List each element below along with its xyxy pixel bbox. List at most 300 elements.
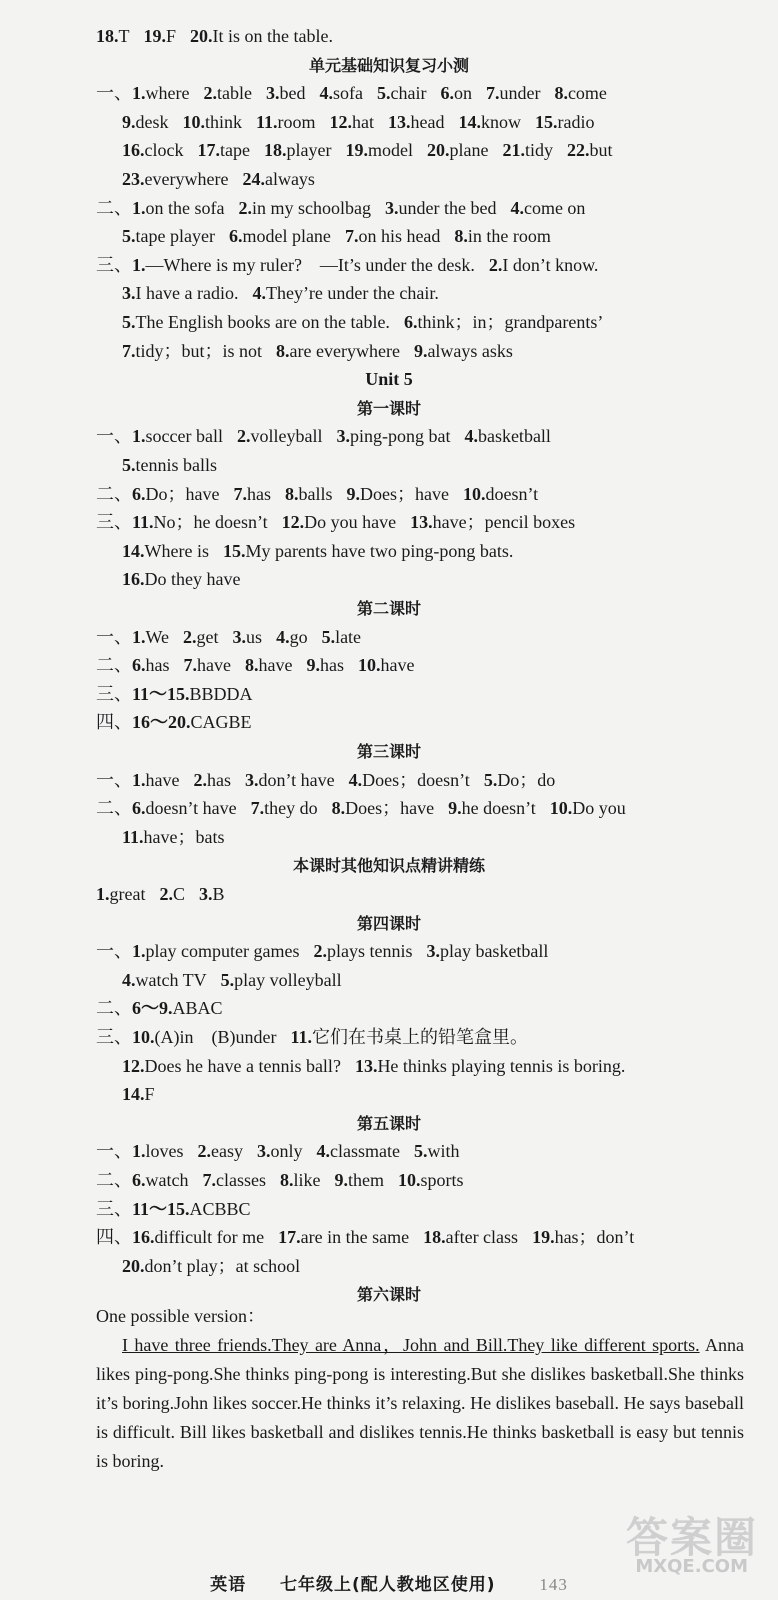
question-number: 6～9. xyxy=(132,998,173,1018)
answer-text: plays tennis xyxy=(326,941,413,961)
question-number: 2. xyxy=(193,770,207,790)
answer-line xyxy=(96,1166,754,1195)
answer-text: Does he have a tennis ball? xyxy=(144,1056,341,1076)
answer-text: has；don’t xyxy=(554,1227,635,1247)
question-number: 7. xyxy=(122,341,136,361)
section-number: 一、 xyxy=(96,941,132,961)
essay-underlined-sentence: I have three friends.They are Anna，John and Bill.They like different sports. xyxy=(122,1335,700,1355)
answer-line xyxy=(96,994,754,1023)
answer-line xyxy=(96,937,754,966)
answer-text: under the bed xyxy=(398,198,497,218)
question-number: 21. xyxy=(502,140,525,160)
answer-text: has xyxy=(145,655,170,675)
question-number: 12. xyxy=(281,512,305,532)
question-number: 9. xyxy=(413,341,428,361)
answer-text: F xyxy=(144,1084,155,1104)
answer-text: ABAC xyxy=(172,998,223,1018)
page-footer xyxy=(0,1570,778,1595)
question-number: 12. xyxy=(122,1056,145,1076)
answer-text: balls xyxy=(298,484,333,504)
footer-page-number: 143 xyxy=(539,1575,568,1594)
answer-text: volleyball xyxy=(250,426,323,446)
section-number: 三、 xyxy=(96,684,132,704)
question-number: 1. xyxy=(132,1141,146,1161)
answer-line xyxy=(122,279,754,308)
question-number: 24. xyxy=(242,169,265,189)
answer-text: model plane xyxy=(242,226,331,246)
question-number: 7. xyxy=(233,484,247,504)
question-number: 6. xyxy=(132,1170,146,1190)
answer-text: We xyxy=(145,627,170,647)
question-number: 2. xyxy=(236,426,251,446)
answer-text: radio xyxy=(557,112,595,132)
question-number: 4. xyxy=(316,1141,330,1161)
answer-line xyxy=(96,508,754,537)
answer-text: in my schoolbag xyxy=(251,198,371,218)
question-number: 16. xyxy=(132,1227,155,1247)
answer-text: basketball xyxy=(477,426,551,446)
answer-line xyxy=(122,308,754,337)
section-heading: 第二课时 xyxy=(356,599,421,618)
answer-text: ACBBC xyxy=(189,1199,251,1219)
answer-text: everywhere xyxy=(144,169,229,189)
question-number: 7. xyxy=(250,798,265,818)
answer-text: classmate xyxy=(330,1141,400,1161)
question-number: 3. xyxy=(122,283,136,303)
answer-text: only xyxy=(270,1141,303,1161)
answer-text: on xyxy=(453,83,472,103)
answer-line xyxy=(96,623,754,652)
answer-text: soccer ball xyxy=(145,426,223,446)
question-number: 16. xyxy=(122,140,145,160)
answer-line xyxy=(96,766,754,795)
answer-text: on his head xyxy=(358,226,441,246)
question-number: 10. xyxy=(549,798,573,818)
question-number: 13. xyxy=(388,112,411,132)
answer-text: are in the same xyxy=(300,1227,410,1247)
answer-text: late xyxy=(335,627,362,647)
answer-text: easy xyxy=(211,1141,243,1161)
answer-text: tidy；but；is not xyxy=(135,341,263,361)
question-number: 18. xyxy=(96,26,119,46)
answer-text: on the sofa xyxy=(145,198,225,218)
answer-text: don’t play；at school xyxy=(144,1256,301,1276)
answer-line xyxy=(96,708,754,737)
question-number: 1. xyxy=(132,627,146,647)
question-number: 8. xyxy=(554,83,568,103)
answer-text: think；in；grandparents’ xyxy=(417,312,604,332)
answer-text: have xyxy=(197,655,231,675)
question-number: 13. xyxy=(354,1056,378,1076)
answer-text: us xyxy=(246,627,263,647)
section-number: 三、 xyxy=(96,1199,132,1219)
answer-text: always asks xyxy=(427,341,513,361)
question-number: 19. xyxy=(345,140,368,160)
answer-line xyxy=(96,1195,754,1224)
question-number: 6. xyxy=(440,83,454,103)
question-number: 5. xyxy=(321,627,336,647)
section-heading: 第四课时 xyxy=(356,914,421,933)
question-number: 1. xyxy=(132,941,146,961)
question-number: 2. xyxy=(313,941,327,961)
question-number: 11. xyxy=(290,1027,312,1047)
question-number: 12. xyxy=(329,112,353,132)
answer-line xyxy=(122,451,754,480)
section-number: 二、 xyxy=(96,198,132,218)
question-number: 9. xyxy=(334,1170,348,1190)
answer-line xyxy=(96,194,754,223)
answer-text: clock xyxy=(144,140,184,160)
answer-text: have；pencil boxes xyxy=(432,512,576,532)
answer-line xyxy=(122,108,754,137)
question-number: 5. xyxy=(122,455,136,475)
section-number: 二、 xyxy=(96,1170,132,1190)
question-number: 14. xyxy=(458,112,482,132)
answer-text: like xyxy=(293,1170,321,1190)
section-number: 二、 xyxy=(96,484,132,504)
answer-line xyxy=(96,880,754,909)
question-number: 2. xyxy=(197,1141,211,1161)
section-number: 一、 xyxy=(96,426,132,446)
section-number: 二、 xyxy=(96,655,132,675)
question-number: 20. xyxy=(426,140,450,160)
question-number: 10. xyxy=(357,655,381,675)
question-number: 8. xyxy=(454,226,468,246)
answer-text: know xyxy=(481,112,522,132)
answer-text: always xyxy=(264,169,315,189)
question-number: 2. xyxy=(238,198,252,218)
question-number: 4. xyxy=(252,283,266,303)
question-number: 5. xyxy=(122,226,136,246)
question-number: 3. xyxy=(199,884,213,904)
question-number: 14. xyxy=(122,1084,145,1104)
answer-text: player xyxy=(286,140,332,160)
essay-intro: One possible version： xyxy=(96,1306,265,1326)
question-number: 5. xyxy=(413,1141,428,1161)
question-number: 7. xyxy=(183,655,197,675)
question-number: 11. xyxy=(256,112,278,132)
question-number: 9. xyxy=(346,484,360,504)
question-number: 3. xyxy=(232,627,247,647)
answer-line xyxy=(122,337,754,366)
answer-text: doesn’t xyxy=(485,484,539,504)
answer-text: has xyxy=(319,655,344,675)
question-number: 19. xyxy=(532,1227,555,1247)
question-number: 17. xyxy=(278,1227,301,1247)
answer-text: sofa xyxy=(332,83,363,103)
section-number: 一、 xyxy=(96,770,132,790)
answer-text: come xyxy=(567,83,607,103)
question-number: 8. xyxy=(331,798,346,818)
answer-text: plane xyxy=(449,140,489,160)
section-number: 一、 xyxy=(96,83,132,103)
question-number: 15. xyxy=(535,112,558,132)
question-number: 11～15. xyxy=(132,684,190,704)
answer-text: —Where is my ruler? —It’s under the desk. xyxy=(145,255,475,275)
answer-text: It is on the table. xyxy=(212,26,333,46)
answer-text: Do you xyxy=(572,798,626,818)
answer-line xyxy=(96,251,754,280)
question-number: 3. xyxy=(265,83,280,103)
answer-text: (A)in (B)under xyxy=(154,1027,277,1047)
question-number: 16. xyxy=(122,569,145,589)
answer-text: Do；have xyxy=(145,484,220,504)
answer-text: has xyxy=(206,770,231,790)
answer-text: He thinks playing tennis is boring. xyxy=(377,1056,626,1076)
question-number: 2. xyxy=(159,884,173,904)
question-number: 2. xyxy=(488,255,503,275)
question-number: 14. xyxy=(122,541,145,561)
answer-line xyxy=(96,79,754,108)
answer-text: Does；doesn’t xyxy=(362,770,470,790)
answer-text: but xyxy=(589,140,613,160)
question-number: 2. xyxy=(203,83,217,103)
answer-text: CAGBE xyxy=(190,712,252,732)
answer-text: chair xyxy=(390,83,427,103)
question-number: 4. xyxy=(348,770,363,790)
section-number: 二、 xyxy=(96,798,132,818)
answer-text: are everywhere xyxy=(289,341,400,361)
answer-line xyxy=(96,422,754,451)
question-number: 3. xyxy=(256,1141,271,1161)
answer-text: bed xyxy=(279,83,306,103)
answer-text: he doesn’t xyxy=(461,798,536,818)
question-number: 11～15. xyxy=(132,1199,190,1219)
answer-text: think xyxy=(205,112,243,132)
question-number: 6. xyxy=(132,798,146,818)
answer-text: have xyxy=(145,770,180,790)
question-number: 9. xyxy=(306,655,320,675)
answer-text: watch xyxy=(145,1170,189,1190)
question-number: 7. xyxy=(202,1170,216,1190)
answer-text: classes xyxy=(215,1170,266,1190)
question-number: 17. xyxy=(197,140,220,160)
question-number: 6. xyxy=(228,226,243,246)
answer-text: Do you have xyxy=(304,512,397,532)
answer-text: ping-pong bat xyxy=(349,426,451,446)
section-number: 二、 xyxy=(96,998,132,1018)
answer-text: play volleyball xyxy=(234,970,342,990)
question-number: 4. xyxy=(122,970,136,990)
answer-text: head xyxy=(410,112,445,132)
question-number: 20. xyxy=(190,26,213,46)
answer-text: tape player xyxy=(135,226,215,246)
answer-line xyxy=(122,823,754,852)
answer-text: in the room xyxy=(467,226,551,246)
question-number: 22. xyxy=(566,140,590,160)
answer-line xyxy=(122,537,754,566)
essay-paragraph xyxy=(96,1331,744,1476)
answer-text: loves xyxy=(145,1141,184,1161)
question-number: 4. xyxy=(464,426,478,446)
answer-line xyxy=(122,222,754,251)
answer-text: F xyxy=(166,26,177,46)
answer-line xyxy=(122,1252,754,1281)
question-number: 5. xyxy=(220,970,235,990)
question-number: 3. xyxy=(336,426,350,446)
answer-text: go xyxy=(289,627,308,647)
question-number: 4. xyxy=(276,627,290,647)
answer-line xyxy=(96,651,754,680)
question-number: 4. xyxy=(510,198,524,218)
section-number: 四、 xyxy=(96,712,132,732)
answer-line xyxy=(96,480,754,509)
answer-text: with xyxy=(427,1141,460,1161)
answer-text: them xyxy=(347,1170,384,1190)
section-number: 三、 xyxy=(96,1027,132,1047)
answer-text: has xyxy=(246,484,271,504)
question-number: 4. xyxy=(319,83,333,103)
answer-text: sports xyxy=(420,1170,464,1190)
question-number: 9. xyxy=(448,798,462,818)
answer-text: great xyxy=(109,884,146,904)
answer-text: they do xyxy=(264,798,318,818)
question-number: 1. xyxy=(132,255,146,275)
answer-text: watch TV xyxy=(135,970,207,990)
answer-text: have xyxy=(380,655,415,675)
answer-line xyxy=(96,1137,754,1166)
answer-text: desk xyxy=(135,112,169,132)
question-number: 11. xyxy=(122,827,144,847)
answer-text: No；he doesn’t xyxy=(153,512,268,532)
question-number: 15. xyxy=(222,541,246,561)
answer-text: They’re under the chair. xyxy=(265,283,439,303)
question-number: 1. xyxy=(96,884,110,904)
question-number: 19. xyxy=(143,26,166,46)
section-number: 一、 xyxy=(96,1141,132,1161)
question-number: 3. xyxy=(384,198,399,218)
answer-text: Does；have xyxy=(345,798,435,818)
answer-text: 它们在书桌上的铅笔盒里。 xyxy=(311,1027,528,1047)
answer-line xyxy=(96,22,754,51)
answer-text: T xyxy=(118,26,130,46)
answer-text: room xyxy=(277,112,316,132)
question-number: 5. xyxy=(376,83,391,103)
section-heading: 第五课时 xyxy=(356,1114,421,1133)
answer-line xyxy=(122,966,754,995)
answer-text: play basketball xyxy=(439,941,549,961)
section-number: 一、 xyxy=(96,627,132,647)
answer-text: under xyxy=(499,83,541,103)
answer-text: come on xyxy=(523,198,586,218)
section-number: 四、 xyxy=(96,1227,132,1247)
answer-line xyxy=(122,565,754,594)
question-number: 6. xyxy=(403,312,418,332)
question-number: 8. xyxy=(276,341,290,361)
answer-text: doesn’t have xyxy=(145,798,237,818)
question-number: 7. xyxy=(485,83,500,103)
answer-text: play computer games xyxy=(145,941,300,961)
answer-line xyxy=(96,1223,754,1252)
answer-text: tape xyxy=(219,140,250,160)
question-number: 8. xyxy=(284,484,299,504)
watermark-url: MXQE.COM xyxy=(635,1556,748,1577)
answer-text: where xyxy=(145,83,190,103)
question-number: 7. xyxy=(344,226,359,246)
question-number: 1. xyxy=(132,198,146,218)
question-number: 5. xyxy=(122,312,136,332)
question-number: 10. xyxy=(462,484,486,504)
question-number: 3. xyxy=(426,941,440,961)
question-number: 11. xyxy=(132,512,154,532)
answer-text: The English books are on the table. xyxy=(135,312,390,332)
footer-subject: 英语 xyxy=(210,1575,247,1595)
answer-text: Where is xyxy=(144,541,209,561)
question-number: 8. xyxy=(279,1170,294,1190)
question-number: 6. xyxy=(132,484,146,504)
answer-text: BBDDA xyxy=(189,684,253,704)
answer-line xyxy=(122,1080,754,1109)
footer-grade: 七年级上(配人教地区使用) xyxy=(279,1575,496,1595)
question-number: 16～20. xyxy=(132,712,191,732)
section-heading: Unit 5 xyxy=(365,369,413,389)
question-number: 3. xyxy=(244,770,259,790)
question-number: 18. xyxy=(423,1227,446,1247)
answer-text: I have a radio. xyxy=(135,283,239,303)
answer-line xyxy=(122,136,754,165)
question-number: 10. xyxy=(182,112,205,132)
answer-text: have xyxy=(258,655,293,675)
answer-text: Do they have xyxy=(144,569,241,589)
question-number: 23. xyxy=(122,169,145,189)
section-heading: 单元基础知识复习小测 xyxy=(308,56,469,75)
section-number: 三、 xyxy=(96,512,132,532)
question-number: 9. xyxy=(122,112,136,132)
question-number: 1. xyxy=(132,770,146,790)
answer-text: My parents have two ping-pong bats. xyxy=(245,541,514,561)
answer-text: model xyxy=(367,140,413,160)
answer-text: don’t have xyxy=(258,770,335,790)
section-heading: 本课时其他知识点精讲精练 xyxy=(292,856,485,875)
answer-text: tennis balls xyxy=(135,455,217,475)
answer-line xyxy=(96,794,754,823)
answer-line xyxy=(122,1052,754,1081)
answer-line xyxy=(122,165,754,194)
section-number: 三、 xyxy=(96,255,132,275)
answer-text: B xyxy=(212,884,225,904)
answer-text: hat xyxy=(352,112,375,132)
watermark-logo: 答案圈 xyxy=(625,1513,758,1562)
answer-text: table xyxy=(216,83,252,103)
question-number: 10. xyxy=(132,1027,155,1047)
question-number: 5. xyxy=(483,770,498,790)
answer-text: Does；have xyxy=(359,484,449,504)
section-heading: 第三课时 xyxy=(356,742,421,761)
section-heading: 第六课时 xyxy=(356,1285,421,1304)
answer-text: after class xyxy=(445,1227,519,1247)
section-heading: 第一课时 xyxy=(356,399,421,418)
question-number: 1. xyxy=(132,426,146,446)
answer-line xyxy=(96,680,754,709)
question-number: 8. xyxy=(244,655,259,675)
question-number: 18. xyxy=(263,140,287,160)
answer-text: have；bats xyxy=(143,827,225,847)
question-number: 2. xyxy=(183,627,197,647)
question-number: 6. xyxy=(132,655,146,675)
question-number: 1. xyxy=(132,83,146,103)
answer-text: get xyxy=(196,627,219,647)
answer-text: Do；do xyxy=(497,770,556,790)
question-number: 20. xyxy=(122,1256,145,1276)
answer-text: C xyxy=(172,884,185,904)
essay-body: Anna likes ping-pong.She thinks ping-pong is interesting.But she dislikes basketball.She thinks it’s boring.John likes soccer.He thinks it’s relaxing. He dislikes baseball. He says baseball is difficult. Bill likes basketball and dislikes tennis.He thinks basketball is easy but tennis is boring. xyxy=(96,1335,744,1471)
answer-text: difficult for me xyxy=(154,1227,265,1247)
question-number: 13. xyxy=(410,512,433,532)
answer-text: I don’t know. xyxy=(502,255,599,275)
question-number: 10. xyxy=(397,1170,421,1190)
answer-line xyxy=(96,1023,754,1052)
answer-text: tidy xyxy=(524,140,553,160)
